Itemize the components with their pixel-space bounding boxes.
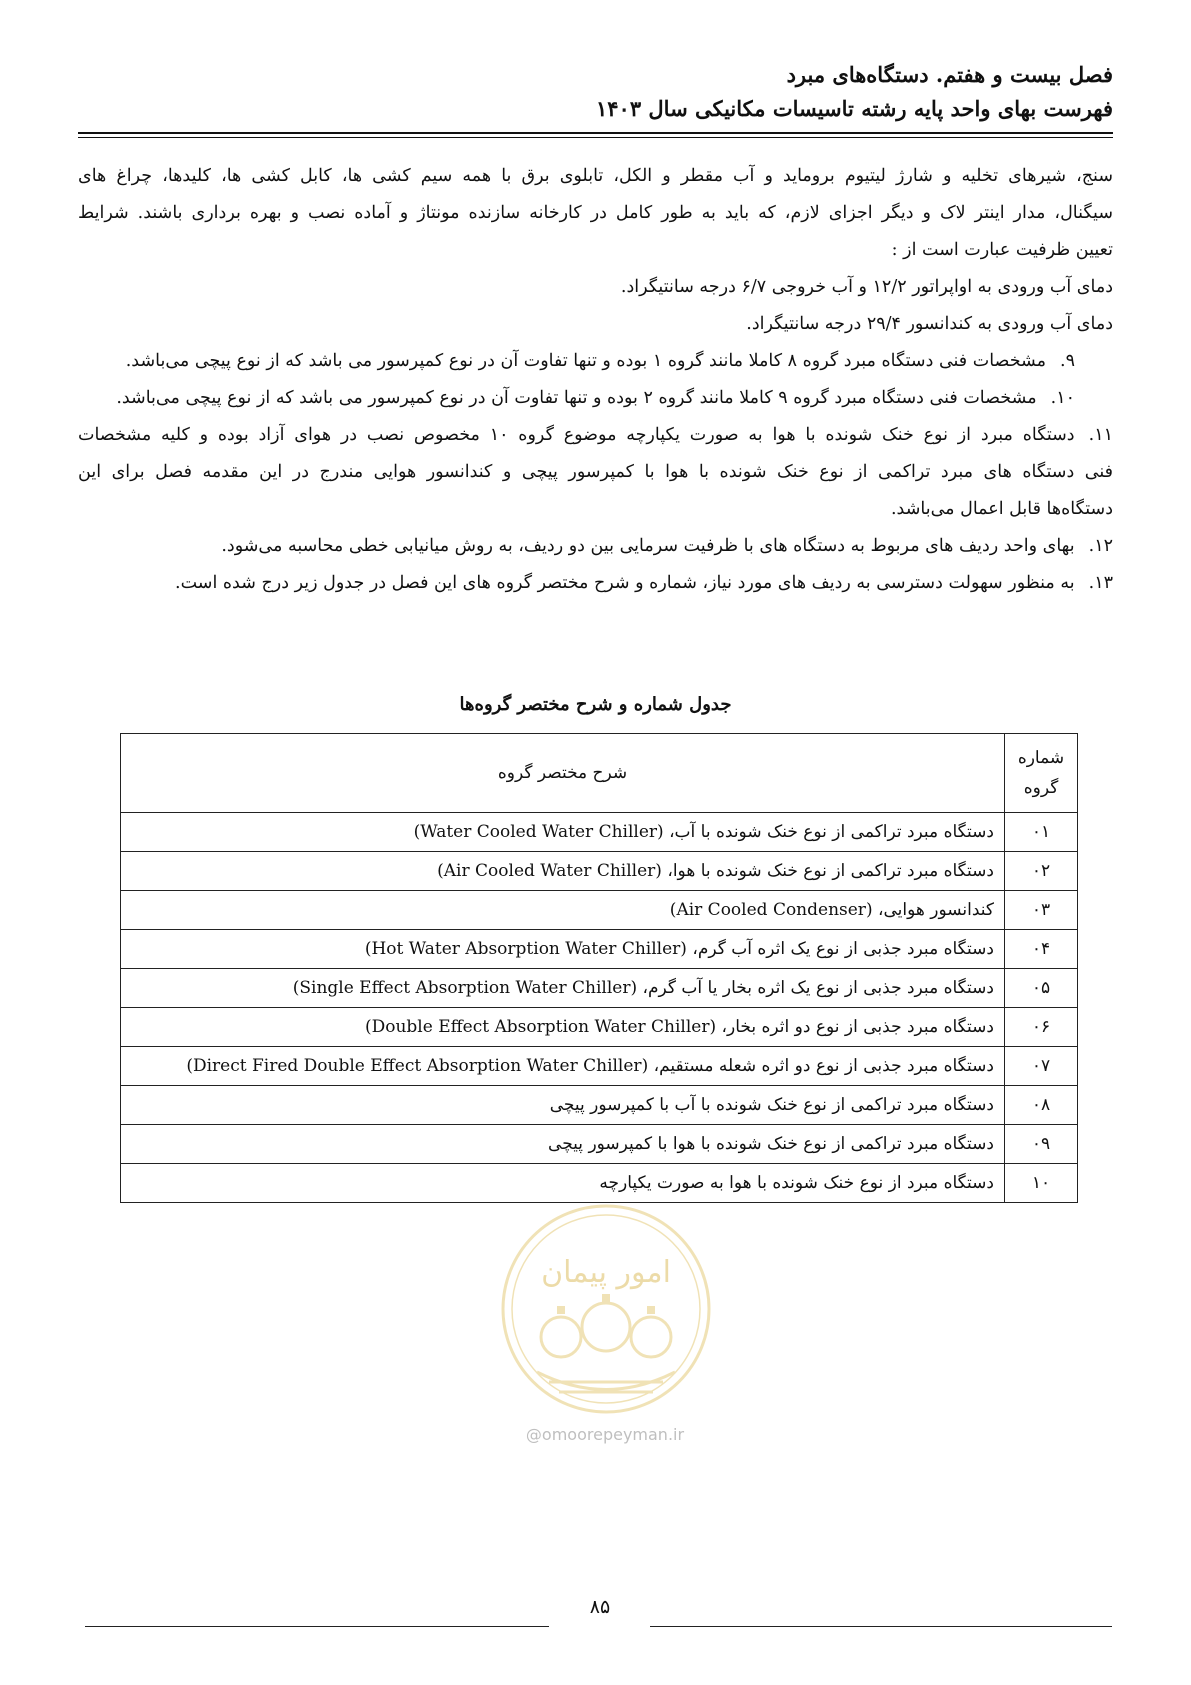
group-description: دستگاه مبرد تراکمی از نوع خنک شونده با آب، (Water Cooled Water Chiller) <box>121 813 1005 852</box>
table-row <box>121 1047 1078 1086</box>
group-description: دستگاه مبرد از نوع خنک شونده با هوا به صورت یکپارچه <box>121 1164 1005 1203</box>
group-description: دستگاه مبرد جذبی از نوع یک اثره بخار یا آب گرم، (Single Effect Absorption Water Chiller) <box>121 969 1005 1008</box>
paragraph-line: فنی دستگاه های مبرد تراکمی از نوع خنک شونده با هوا با کمپرسور پیچی و کندانسور هوایی مندرج در این مقدمه فصل برای این <box>78 462 1113 482</box>
group-description: دستگاه مبرد تراکمی از نوع خنک شونده با هوا، (Air Cooled Water Chiller) <box>121 852 1005 891</box>
groups-table <box>120 733 1078 1203</box>
table-row <box>121 1125 1078 1164</box>
group-code: ۱۰ <box>1005 1164 1078 1203</box>
list-item-13 <box>175 573 1113 593</box>
group-code: ۰۳ <box>1005 891 1078 930</box>
group-description: دستگاه مبرد تراکمی از نوع خنک شونده با آب با کمپرسور پیچی <box>121 1086 1005 1125</box>
paragraph-line: سنج، شیرهای تخلیه و شارژ لیتیوم بروماید و آب مقطر و الکل، تابلوی برق با همه سیم کشی ها، کابل کشی ها، کلیدها، چراغ های <box>78 166 1113 186</box>
group-code: ۰۸ <box>1005 1086 1078 1125</box>
table-row <box>121 891 1078 930</box>
table-row <box>121 1086 1078 1125</box>
footer-rule-left <box>85 1626 549 1627</box>
group-description: دستگاه مبرد جذبی از نوع دو اثره بخار، (Double Effect Absorption Water Chiller) <box>121 1008 1005 1047</box>
item-text: مشخصات فنی دستگاه مبرد گروه ۹ کاملا مانند گروه ۲ بوده و تنها تفاوت آن در نوع کمپرسور می باشد که از نوع پیچی می‌باشد. <box>116 388 1037 408</box>
page-header <box>78 58 1113 126</box>
header-rule-thin <box>78 137 1113 138</box>
table-row <box>121 930 1078 969</box>
table-row <box>121 1164 1078 1203</box>
table-row <box>121 852 1078 891</box>
header-group-number: شماره گروه <box>1005 734 1078 813</box>
item-text: مشخصات فنی دستگاه مبرد گروه ۸ کاملا مانند گروه ۱ بوده و تنها تفاوت آن در نوع کمپرسور می باشد که از نوع پیچی می‌باشد. <box>125 351 1047 371</box>
footer-rule-right <box>650 1626 1112 1627</box>
seal-text: امور پیمان <box>541 1255 671 1290</box>
page-number: ۸۵ <box>589 1596 611 1618</box>
paragraph-line: تعیین ظرفیت عبارت است از : <box>891 240 1113 260</box>
group-description: دستگاه مبرد جذبی از نوع یک اثره آب گرم، (Hot Water Absorption Water Chiller) <box>121 930 1005 969</box>
item-number: ۹. <box>1060 351 1075 371</box>
group-code: ۰۷ <box>1005 1047 1078 1086</box>
group-description: دستگاه مبرد جذبی از نوع دو اثره شعله مستقیم، (Direct Fired Double Effect Absorption Water Chiller) <box>121 1047 1005 1086</box>
omoorepeyman-seal-watermark <box>499 1202 713 1416</box>
group-description: کندانسور هوایی، (Air Cooled Condenser) <box>121 891 1005 930</box>
header-rule-thick <box>78 132 1113 134</box>
capacity-condition-condenser: دمای آب ورودی به کندانسور ۲۹/۴ درجه سانتیگراد. <box>746 314 1113 334</box>
list-item-9 <box>126 351 1075 371</box>
list-item-12 <box>221 536 1113 556</box>
table-row <box>121 969 1078 1008</box>
group-code: ۰۶ <box>1005 1008 1078 1047</box>
item-number: ۱۳. <box>1088 573 1113 593</box>
list-item-10 <box>116 388 1075 408</box>
group-code: ۰۹ <box>1005 1125 1078 1164</box>
table-row <box>121 1008 1078 1047</box>
item-text: بهای واحد ردیف های مربوط به دستگاه های با ظرفیت سرمایی بین دو ردیف، به روش میانیابی خطی محاسبه می‌شود. <box>221 536 1075 556</box>
table-row <box>121 813 1078 852</box>
item-number: ۱۱. <box>1088 425 1113 445</box>
chapter-title: فصل بیست و هفتم. دستگاه‌های مبرد <box>786 62 1113 87</box>
capacity-condition-evaporator: دمای آب ورودی به اواپراتور ۱۲/۲ و آب خروجی ۶/۷ درجه سانتیگراد. <box>620 277 1113 297</box>
group-code: ۰۲ <box>1005 852 1078 891</box>
header-group-description: شرح مختصر گروه <box>121 734 1005 813</box>
paragraph-line: دستگاه‌ها قابل اعمال می‌باشد. <box>890 499 1113 519</box>
group-description: دستگاه مبرد تراکمی از نوع خنک شونده با هوا با کمپرسور پیچی <box>121 1125 1005 1164</box>
watermark-url: @omoorepeyman.ir <box>525 1425 685 1444</box>
item-number: ۱۰. <box>1050 388 1075 408</box>
item-text: به منظور سهولت دسترسی به ردیف های مورد نیاز، شماره و شرح مختصر گروه های این فصل در جدول زیر درج شده است. <box>175 573 1075 593</box>
item-text: دستگاه مبرد از نوع خنک شونده با هوا به صورت یکپارچه موضوع گروه ۱۰ مخصوص نصب در هوای آزاد بوده و کلیه مشخصات <box>78 425 1075 445</box>
table-caption: جدول شماره و شرح مختصر گروه‌ها <box>459 694 732 715</box>
paragraph-line: سیگنال، مدار اینتر لاک و دیگر اجزای لازم، که باید به طور کامل در کارخانه سازنده مونتاژ و آماده نصب و بهره برداری باشند. شرایط <box>78 203 1113 223</box>
group-code: ۰۴ <box>1005 930 1078 969</box>
list-item-11 <box>78 425 1113 445</box>
list-title: فهرست بهای واحد پایه رشته تاسیسات مکانیکی سال ۱۴۰۳ <box>595 96 1113 121</box>
group-code: ۰۵ <box>1005 969 1078 1008</box>
group-code: ۰۱ <box>1005 813 1078 852</box>
table-header-row <box>121 734 1078 813</box>
item-number: ۱۲. <box>1088 536 1113 556</box>
